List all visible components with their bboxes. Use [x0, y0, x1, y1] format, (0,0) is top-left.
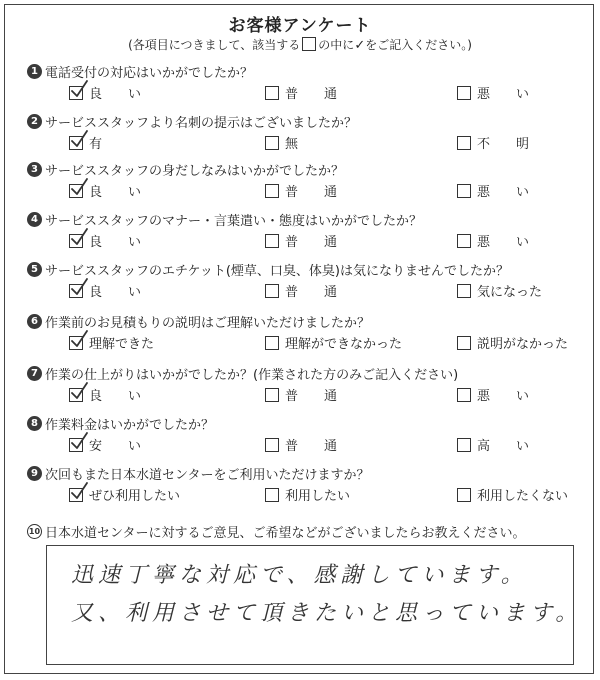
option-1[interactable]	[69, 385, 141, 404]
question-text: 作業の仕上がりはいかがでしたか？(作業された方のみご記入ください)	[45, 367, 459, 383]
question-4	[27, 209, 587, 251]
question-7	[27, 363, 587, 405]
question-number: 1	[27, 64, 42, 79]
checked-checkbox-icon[interactable]	[69, 336, 83, 350]
option-row	[27, 279, 587, 301]
option-2[interactable]	[265, 231, 337, 250]
option-3[interactable]	[457, 281, 542, 300]
option-row	[27, 81, 587, 103]
checked-checkbox-icon[interactable]	[69, 136, 83, 150]
question-10	[27, 521, 587, 541]
checkbox-icon[interactable]	[265, 388, 279, 402]
option-2[interactable]	[265, 435, 337, 454]
checkbox-icon[interactable]	[265, 336, 279, 350]
survey-title: お客様アンケート	[228, 16, 372, 36]
checkbox-icon[interactable]	[457, 234, 471, 248]
option-label: 悪 い	[477, 389, 530, 404]
option-2[interactable]	[265, 385, 337, 404]
checked-checkbox-icon[interactable]	[69, 284, 83, 298]
instruction-middle: の中に	[318, 38, 355, 52]
question-line	[27, 61, 587, 81]
checkbox-icon[interactable]	[265, 234, 279, 248]
option-2[interactable]	[265, 181, 337, 200]
comment-box[interactable]	[46, 545, 583, 665]
option-1[interactable]	[69, 333, 154, 352]
option-label: 悪 い	[477, 185, 530, 200]
question-6	[27, 311, 587, 353]
question-text: サービススタッフのマナー・言葉遣い・態度はいかがでしたか？	[45, 213, 423, 229]
option-row	[27, 179, 587, 201]
option-label: 利用したくない	[477, 489, 569, 504]
question-number: 7	[27, 366, 42, 381]
checkbox-icon[interactable]	[457, 438, 471, 452]
option-1[interactable]	[69, 281, 141, 300]
question-line	[27, 159, 587, 179]
checkmark-icon	[69, 278, 89, 298]
option-1[interactable]	[69, 485, 180, 504]
question-line	[27, 311, 587, 331]
question-number: 3	[27, 162, 42, 177]
question-number: 9	[27, 466, 42, 481]
option-label: 無	[285, 137, 299, 152]
question-text: 次回もまた日本水道センターをご利用いただけますか？	[45, 467, 370, 483]
checked-checkbox-icon[interactable]	[69, 86, 83, 100]
checkbox-icon[interactable]	[457, 488, 471, 502]
option-label: 理解できた	[89, 337, 155, 352]
question-1	[27, 61, 587, 103]
checkmark-icon	[69, 330, 89, 350]
question-number: 5	[27, 262, 42, 277]
question-number: 6	[27, 314, 42, 329]
question-text: サービススタッフのエチケット(煙草、口臭、体臭)は気になりませんでしたか？	[45, 263, 509, 279]
option-3[interactable]	[457, 485, 568, 504]
question-number: 4	[27, 212, 42, 227]
option-label: 普 通	[285, 285, 338, 300]
checkbox-icon[interactable]	[265, 488, 279, 502]
checkmark-icon	[69, 382, 89, 402]
question-line	[27, 463, 587, 483]
option-label: ぜひ利用したい	[89, 489, 181, 504]
option-label: 高 い	[477, 439, 530, 454]
instruction-after: をご記入ください。)	[365, 38, 472, 52]
option-3[interactable]	[457, 385, 529, 404]
option-1[interactable]	[69, 231, 141, 250]
question-5	[27, 259, 587, 301]
question-text: 作業前のお見積もりの説明はご理解いただけましたか？	[45, 315, 371, 331]
option-label: 説明がなかった	[477, 337, 569, 352]
checkbox-icon[interactable]	[265, 136, 279, 150]
option-2[interactable]	[265, 281, 337, 300]
checkbox-icon[interactable]	[457, 136, 471, 150]
question-text: 日本水道センターに対するご意見、ご希望などがございましたらお教えください。	[45, 525, 526, 541]
option-label: 気になった	[477, 285, 543, 300]
option-row	[27, 483, 587, 505]
option-label: 有	[89, 137, 103, 152]
option-1[interactable]	[69, 181, 141, 200]
handwritten-comment-line-2: 又、利用させて頂きたいと思っています。	[71, 601, 583, 626]
checkmark-icon	[69, 178, 89, 198]
option-label: 普 通	[285, 87, 338, 102]
option-label: 悪 い	[477, 235, 530, 250]
question-number: 2	[27, 114, 42, 129]
question-8	[27, 413, 587, 455]
option-1[interactable]	[69, 133, 102, 152]
handwritten-comment-line-1: 迅速丁寧な対応で、感謝しています。	[71, 563, 528, 588]
option-row	[27, 331, 587, 353]
option-2[interactable]	[265, 83, 337, 102]
question-line	[27, 413, 587, 433]
option-label: 利用したい	[285, 489, 351, 504]
question-2	[27, 111, 587, 153]
checked-checkbox-icon[interactable]	[69, 184, 83, 198]
checkbox-icon[interactable]	[265, 284, 279, 298]
option-1[interactable]	[69, 435, 141, 454]
question-3	[27, 159, 587, 201]
option-3[interactable]	[457, 333, 568, 352]
option-row	[27, 383, 587, 405]
question-number: 8	[27, 416, 42, 431]
option-label: 不 明	[477, 137, 530, 152]
instruction-box-icon	[302, 37, 316, 51]
option-label: 安 い	[89, 439, 142, 454]
checked-checkbox-icon[interactable]	[69, 438, 83, 452]
checkbox-icon[interactable]	[457, 388, 471, 402]
question-number: 10	[27, 524, 42, 539]
question-line	[27, 259, 587, 279]
checkbox-icon[interactable]	[265, 438, 279, 452]
option-1[interactable]	[69, 83, 141, 102]
checked-checkbox-icon[interactable]	[69, 388, 83, 402]
option-2[interactable]	[265, 485, 350, 504]
checkmark-icon	[69, 130, 89, 150]
question-line	[27, 209, 587, 229]
option-label: 良 い	[89, 235, 142, 250]
question-9	[27, 463, 587, 505]
question-line	[27, 111, 587, 131]
option-row	[27, 433, 587, 455]
option-3[interactable]	[457, 181, 529, 200]
question-text: 作業料金はいかがでしたか？	[45, 417, 215, 433]
question-text: サービススタッフの身だしなみはいかがでしたか？	[45, 163, 345, 179]
option-3[interactable]	[457, 435, 529, 454]
option-row	[27, 229, 587, 251]
checkbox-icon[interactable]	[457, 336, 471, 350]
checkbox-icon[interactable]	[265, 86, 279, 100]
checkmark-icon	[69, 432, 89, 452]
option-label: 普 通	[285, 185, 338, 200]
option-label: 普 通	[285, 439, 338, 454]
option-3[interactable]	[457, 83, 529, 102]
question-text: 電話受付の対応はいかがでしたか？	[45, 65, 254, 81]
survey-instruction	[5, 36, 595, 53]
checkbox-icon[interactable]	[265, 184, 279, 198]
option-row	[27, 131, 587, 153]
checkmark-icon	[69, 482, 89, 502]
option-label: 良 い	[89, 389, 142, 404]
option-label: 普 通	[285, 235, 338, 250]
checked-checkbox-icon[interactable]	[69, 488, 83, 502]
instruction-check-icon: ✓	[354, 38, 366, 53]
checked-checkbox-icon[interactable]	[69, 234, 83, 248]
option-label: 良 い	[89, 87, 142, 102]
option-3[interactable]	[457, 133, 529, 152]
option-3[interactable]	[457, 231, 529, 250]
option-2[interactable]	[265, 333, 402, 352]
checkbox-icon[interactable]	[457, 184, 471, 198]
instruction-before: (各項目につきまして、該当する	[128, 38, 301, 52]
option-label: 理解ができなかった	[285, 337, 403, 352]
option-2[interactable]	[265, 133, 298, 152]
checkbox-icon[interactable]	[457, 284, 471, 298]
option-label: 普 通	[285, 389, 338, 404]
question-text: サービススタッフより名刺の提示はございましたか？	[45, 115, 358, 131]
checkmark-icon	[69, 80, 89, 100]
checkmark-icon	[69, 228, 89, 248]
checkbox-icon[interactable]	[457, 86, 471, 100]
option-label: 良 い	[89, 285, 142, 300]
option-label: 良 い	[89, 185, 142, 200]
question-line	[27, 363, 587, 383]
option-label: 悪 い	[477, 87, 530, 102]
